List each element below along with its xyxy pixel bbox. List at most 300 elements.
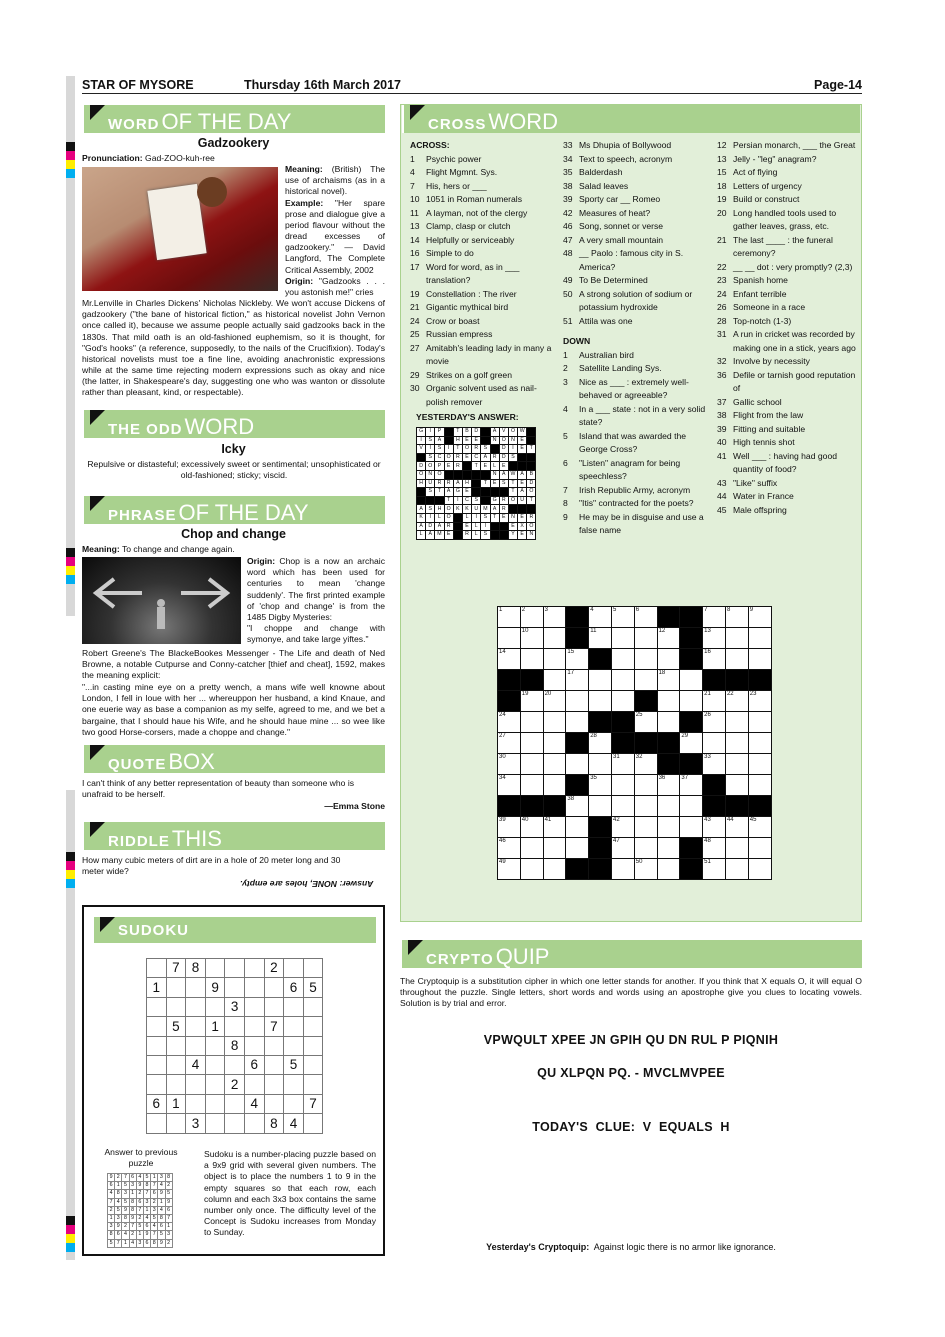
crossword-cell[interactable]	[748, 817, 771, 838]
crossword-cell	[498, 670, 521, 691]
crossword-cell[interactable]	[657, 796, 680, 817]
clue-number: 11	[590, 628, 597, 634]
across-clues-col1: ACROSS: 1 Psychic power 4 Flight Mgmnt. Sys. 7 His, hers or ___ 10 1051 in Roman numerals 11 A layman, not of the clergy 13 Clamp, clasp or clutch 14 Helpfully or serviceably 16 Simple to do 17 Word for word, as in ___ translation? 19 Constellation : The river 21 Gigantic mythical bird 24 Crow or boast 25 Russian empress 27 Amitabh's leading lady in many a movie 29 Strikes on a golf green 30 Organic solvent used as nail-polish remover	[410, 139, 555, 409]
crossword-cell[interactable]	[703, 712, 726, 733]
yesterday-cell: U	[426, 479, 435, 488]
crossword-cell[interactable]	[657, 775, 680, 796]
yesterday-cell: A	[453, 479, 462, 488]
yesterday-cell: H	[462, 479, 471, 488]
clue-number: 20	[544, 691, 552, 697]
crossword-cell[interactable]	[520, 859, 543, 880]
yesterday-cell	[472, 479, 481, 488]
yesterday-cell	[481, 496, 490, 505]
yesterday-cell: D	[417, 462, 426, 471]
sudoku-prev-cell: 8	[108, 1231, 115, 1239]
clue-number: 32	[635, 754, 643, 760]
crossword-cell	[589, 649, 612, 670]
yesterday-cell: K	[462, 505, 471, 514]
crossword-cell[interactable]	[634, 796, 657, 817]
clue-item: 46 Song, sonnet or verse	[563, 221, 664, 231]
yesterday-cell: S	[499, 479, 508, 488]
yesterday-cell	[435, 496, 444, 505]
sudoku-prev-cell: 1	[143, 1206, 150, 1214]
yesterday-cell: G	[490, 496, 499, 505]
sudoku-prev-cell: 5	[115, 1206, 122, 1214]
yesterday-cell: D	[426, 522, 435, 531]
down-clues-col3	[717, 139, 857, 517]
crossword-cell[interactable]	[748, 775, 771, 796]
crossword-cell[interactable]	[680, 775, 703, 796]
yesterday-cell: T	[481, 479, 490, 488]
clue-item: 16 Simple to do	[410, 248, 474, 258]
crossword-cell[interactable]	[725, 628, 748, 649]
crossword-cell[interactable]	[566, 796, 589, 817]
crossword-cell[interactable]	[634, 670, 657, 691]
yesterday-cell: T	[444, 496, 453, 505]
yesterday-cell: P	[435, 428, 444, 437]
crossword-cell[interactable]	[657, 691, 680, 712]
crossword-cell[interactable]	[498, 838, 521, 859]
crossword-cell[interactable]	[611, 838, 634, 859]
crossword-cell	[566, 775, 589, 796]
crossword-cell[interactable]	[589, 775, 612, 796]
yesterday-cell: W	[508, 470, 517, 479]
sudoku-cell	[166, 1055, 186, 1074]
yesterday-cell	[444, 470, 453, 479]
sudoku-prev-cell: 3	[136, 1239, 143, 1247]
crossword-cell[interactable]	[498, 733, 521, 754]
crossword-cell[interactable]	[520, 775, 543, 796]
yesterday-cell: I	[426, 513, 435, 522]
crossword-cell[interactable]	[634, 712, 657, 733]
clue-number: 37	[681, 775, 689, 781]
crossword-cell[interactable]	[543, 649, 566, 670]
crossword-cell[interactable]	[589, 796, 612, 817]
sudoku-prev-cell: 7	[122, 1174, 129, 1182]
clue-number: 40	[521, 817, 529, 823]
sudoku-cell	[264, 997, 284, 1016]
crossword-cell[interactable]	[498, 859, 521, 880]
yesterday-cell: O	[444, 453, 453, 462]
yesterday-cell	[490, 445, 499, 454]
crossword-cell[interactable]	[520, 691, 543, 712]
clue-number: 30	[499, 754, 506, 760]
crossword-cell[interactable]	[520, 733, 543, 754]
crossword-cell[interactable]	[520, 712, 543, 733]
crossword-cell[interactable]	[611, 691, 634, 712]
crossword-cell[interactable]	[498, 754, 521, 775]
crossword-cell[interactable]	[520, 607, 543, 628]
yesterday-cell: O	[426, 462, 435, 471]
crossword-cell[interactable]	[703, 817, 726, 838]
yesterday-cell: R	[472, 445, 481, 454]
yesterday-cell	[490, 522, 499, 531]
sudoku-prev-cell: 6	[151, 1190, 158, 1198]
sudoku-cell: 4	[284, 1114, 304, 1133]
crossword-cell[interactable]	[680, 817, 703, 838]
phrase-meaning: Meaning: To change and change again.	[82, 544, 235, 554]
yesterday-cell: L	[435, 513, 444, 522]
crossword-cell[interactable]	[543, 691, 566, 712]
odd-word-definition: Repulsive or distasteful; excessively sweet or sentimental; unsophisticated or old-fashioned; sticky; viscid.	[87, 459, 381, 481]
crossword-cell[interactable]	[680, 691, 703, 712]
crossword-cell[interactable]	[589, 607, 612, 628]
crossword-cell[interactable]	[520, 754, 543, 775]
crossword-cell[interactable]	[657, 649, 680, 670]
sudoku-cell	[284, 1036, 304, 1055]
crossword-cell[interactable]	[725, 733, 748, 754]
sudoku-cell	[244, 1036, 264, 1055]
sudoku-cell	[186, 1094, 206, 1113]
sudoku-cell: 6	[244, 1055, 264, 1074]
crossword-cell[interactable]	[520, 628, 543, 649]
cryptoquip-clue: TODAY'S CLUE: V EQUALS H	[532, 1120, 730, 1134]
yesterday-cell: E	[472, 436, 481, 445]
crossword-cell	[725, 670, 748, 691]
clue-number: 28	[590, 733, 597, 739]
sudoku-cell	[166, 1036, 186, 1055]
yesterday-cell: E	[490, 479, 499, 488]
crossword-cell[interactable]	[520, 817, 543, 838]
crossword-cell[interactable]	[634, 649, 657, 670]
sudoku-cell	[303, 1114, 323, 1133]
crossword-cell[interactable]	[611, 628, 634, 649]
crossword-cell[interactable]	[589, 628, 612, 649]
sudoku-cell: 5	[166, 1017, 186, 1036]
yesterday-cell: T	[453, 445, 462, 454]
yesterday-cell: G	[453, 488, 462, 497]
clue-item: 17 Word for word, as in ___ translation?	[410, 261, 520, 285]
crossword-cell[interactable]	[566, 712, 589, 733]
crossword-cell[interactable]	[611, 775, 634, 796]
crossword-cell[interactable]	[748, 691, 771, 712]
crossword-cell[interactable]	[543, 628, 566, 649]
sudoku-prev-cell: 1	[136, 1231, 143, 1239]
crossword-cell[interactable]	[520, 649, 543, 670]
clue-item: 50 A strong solution of sodium or potassium hydroxide	[563, 288, 693, 312]
yesterday-cell: O	[462, 445, 471, 454]
clue-number: 19	[521, 691, 529, 697]
clue-item: 12 Persian monarch, ___ the Great	[717, 140, 856, 150]
crossword-cell[interactable]	[703, 607, 726, 628]
sudoku-cell	[186, 997, 206, 1016]
clue-item: 34 Text to speech, acronym	[563, 153, 673, 164]
yesterday-cell: S	[481, 445, 490, 454]
clue-number: 41	[544, 817, 552, 823]
crossword-cell	[680, 712, 703, 733]
yesterday-cell: T	[527, 496, 536, 505]
yesterday-cell: C	[462, 496, 471, 505]
yesterday-cell: R	[435, 479, 444, 488]
yesterday-cell: L	[417, 531, 426, 540]
crossword-cell[interactable]	[566, 649, 589, 670]
sudoku-cell	[166, 997, 186, 1016]
crossword-cell[interactable]	[566, 838, 589, 859]
crossword-cell[interactable]	[725, 775, 748, 796]
crossword-cell[interactable]	[703, 628, 726, 649]
crossword-cell[interactable]	[566, 754, 589, 775]
crossword-cell[interactable]	[589, 754, 612, 775]
crossword-cell[interactable]	[703, 838, 726, 859]
sudoku-cell	[303, 1055, 323, 1074]
clue-number: 45	[749, 817, 757, 823]
clue-item: 13 Clamp, clasp or clutch	[410, 221, 511, 231]
yesterday-cell	[444, 428, 453, 437]
clue-number: 49	[499, 859, 506, 865]
yesterday-cell	[527, 436, 536, 445]
crossword-cell[interactable]	[498, 649, 521, 670]
yesterday-cell: R	[490, 453, 499, 462]
crossword-cell[interactable]	[657, 838, 680, 859]
crossword-cell[interactable]	[611, 607, 634, 628]
crossword-cell[interactable]	[543, 775, 566, 796]
crossword-cell[interactable]	[748, 628, 771, 649]
clue-item: 27 Amitabh's leading lady in many a movie	[410, 342, 552, 366]
yesterday-cryptoquip: Yesterday's Cryptoquip: Against logic there is no armor like ignorance.	[486, 1242, 776, 1252]
crossword-cell[interactable]	[657, 817, 680, 838]
crossword-cell[interactable]	[611, 754, 634, 775]
yesterday-cell: K	[453, 505, 462, 514]
sudoku-cell	[303, 997, 323, 1016]
crossword-cell	[725, 796, 748, 817]
crossword-cell[interactable]	[748, 733, 771, 754]
sudoku-cell: 1	[205, 1017, 225, 1036]
crossword-cell[interactable]	[703, 649, 726, 670]
sudoku-prev-cell: 7	[129, 1223, 136, 1231]
crossword-cell[interactable]	[657, 670, 680, 691]
yesterday-cell: I	[426, 445, 435, 454]
yesterday-cell	[426, 496, 435, 505]
crossword-cell[interactable]	[657, 859, 680, 880]
clue-number: 14	[499, 649, 506, 655]
crossword-cell[interactable]	[725, 691, 748, 712]
crossword-cell[interactable]	[498, 817, 521, 838]
crossword-cell[interactable]	[634, 628, 657, 649]
crossword-cell	[680, 859, 703, 880]
crossword-cell[interactable]	[498, 628, 521, 649]
crossword-cell	[520, 796, 543, 817]
yesterday-cell	[508, 462, 517, 471]
yesterday-cell: N	[527, 531, 536, 540]
sudoku-prev-cell: 5	[158, 1231, 165, 1239]
sudoku-prev-cell: 3	[108, 1223, 115, 1231]
clue-item: 24 Enfant terrible	[717, 288, 787, 299]
sudoku-cell	[205, 959, 225, 978]
yesterday-cell: L	[472, 531, 481, 540]
crossword-cell[interactable]	[543, 607, 566, 628]
crossword-cell[interactable]	[543, 754, 566, 775]
crossword-cell[interactable]	[725, 649, 748, 670]
sudoku-prev-cell: 1	[122, 1239, 129, 1247]
cryptoquip-line-2: QU XLPQN PQ. - MVCLMVPEE	[537, 1066, 725, 1080]
yesterday-cell: N	[490, 470, 499, 479]
crossword-cell[interactable]	[680, 670, 703, 691]
crossword-cell[interactable]	[725, 817, 748, 838]
crossword-cell[interactable]	[498, 712, 521, 733]
crossword-cell[interactable]	[725, 754, 748, 775]
sudoku-prev-cell: 7	[151, 1231, 158, 1239]
clue-item: 4 In a ___ state : not in a very solid state?	[563, 403, 706, 427]
sudoku-cell	[264, 1055, 284, 1074]
crossword-cell[interactable]	[543, 838, 566, 859]
yesterday-cell: E	[444, 531, 453, 540]
crossword-cell[interactable]	[748, 838, 771, 859]
riddle-question: How many cubic meters of dirt are in a hole of 20 meter long and 30 meter wide?	[82, 855, 341, 877]
clue-number: 31	[612, 754, 620, 760]
sudoku-prev-cell: 7	[151, 1182, 158, 1190]
clue-number: 43	[704, 817, 711, 823]
crossword-cell[interactable]	[725, 838, 748, 859]
sudoku-prev-cell: 9	[115, 1223, 122, 1231]
sudoku-prev-cell: 7	[136, 1206, 143, 1214]
yesterday-cell	[499, 488, 508, 497]
yesterday-cell	[527, 462, 536, 471]
crossword-cell[interactable]	[543, 733, 566, 754]
crossword-cell[interactable]	[634, 754, 657, 775]
sudoku-prev-cell: 4	[129, 1239, 136, 1247]
crossword-cell[interactable]	[634, 859, 657, 880]
crossword-cell[interactable]	[611, 670, 634, 691]
yesterday-cell: E	[444, 462, 453, 471]
sudoku-description: Sudoku is a number-placing puzzle based on a 9x9 grid with several given numbers. The object is to place the numbers 1 to 9 in the empty squares so that each row, each column and each 3x3 box contains the same number only once. The difficulty level of the Concept is Sudoku increases from Monday to Sunday.	[204, 1149, 376, 1238]
odd-word-banner: THE ODDWORD	[82, 410, 385, 438]
crossword-cell[interactable]	[611, 817, 634, 838]
sudoku-cell	[303, 1075, 323, 1094]
yesterday-cell	[417, 453, 426, 462]
crossword-cell[interactable]	[703, 859, 726, 880]
crossword-cell[interactable]	[543, 817, 566, 838]
yesterday-cell: A	[518, 488, 527, 497]
crossword-cell[interactable]	[611, 796, 634, 817]
yesterday-cell: S	[426, 488, 435, 497]
clue-number: 34	[499, 775, 506, 781]
crossword-cell[interactable]	[657, 628, 680, 649]
crossword-cell[interactable]	[611, 649, 634, 670]
crossword-cell[interactable]	[634, 838, 657, 859]
yesterday-cell: A	[490, 428, 499, 437]
clue-item: 19 Build or construct	[717, 194, 800, 204]
crossword-cell[interactable]	[725, 607, 748, 628]
yesterday-cell: I	[453, 496, 462, 505]
sudoku-cell: 8	[225, 1036, 245, 1055]
crossword-cell	[611, 733, 634, 754]
crossword-cell[interactable]	[680, 796, 703, 817]
sudoku-cell	[284, 959, 304, 978]
sudoku-prev-cell: 6	[158, 1223, 165, 1231]
yesterday-cell: T	[435, 488, 444, 497]
crossword-cell[interactable]	[498, 775, 521, 796]
yesterday-cell: A	[499, 470, 508, 479]
crossword-cell[interactable]	[634, 607, 657, 628]
sudoku-cell	[264, 1075, 284, 1094]
crossword-cell[interactable]	[657, 712, 680, 733]
clue-item: 49 To Be Determined	[563, 275, 648, 285]
sudoku-prev-cell: 9	[143, 1231, 150, 1239]
crossword-cell[interactable]	[634, 775, 657, 796]
yesterday-cell: A	[435, 522, 444, 531]
crossword-cell	[543, 796, 566, 817]
sudoku-prev-cell: 1	[165, 1223, 172, 1231]
crossword-cell[interactable]	[543, 712, 566, 733]
sudoku-prev-cell: 5	[165, 1190, 172, 1198]
sudoku-prev-cell: 6	[143, 1239, 150, 1247]
sudoku-cell	[147, 1055, 167, 1074]
clue-number: 4	[590, 607, 594, 613]
sudoku-prev-cell: 4	[108, 1190, 115, 1198]
crossword-cell[interactable]	[566, 670, 589, 691]
crossword-cell[interactable]	[589, 691, 612, 712]
sudoku-cell: 8	[186, 959, 206, 978]
crossword-cell[interactable]	[703, 754, 726, 775]
yesterday-cell: I	[444, 445, 453, 454]
sudoku-cell: 5	[284, 1055, 304, 1074]
crossword-cell[interactable]	[543, 670, 566, 691]
crossword-cell[interactable]	[748, 649, 771, 670]
crossword-cell[interactable]	[566, 817, 589, 838]
masthead	[82, 76, 862, 94]
crossword-cell[interactable]	[566, 691, 589, 712]
clue-number: 35	[590, 775, 597, 781]
clue-number: 7	[704, 607, 708, 613]
yesterday-cell: U	[472, 505, 481, 514]
phrase-origin-block: Origin: Chop is a now an archaic word which has been used for centuries to mean 'change suddenly'. The first printed example of 'chop and change' is from the 1485 Digby Mysteries: "I choppe and change with symonye, and take large yiftes."	[247, 556, 386, 645]
yesterday-cell: S	[426, 453, 435, 462]
crossword-cell[interactable]	[748, 712, 771, 733]
crossword-cell[interactable]	[703, 691, 726, 712]
crossword-cell[interactable]	[589, 733, 612, 754]
crossword-cell[interactable]	[680, 733, 703, 754]
crossword-cell[interactable]	[725, 859, 748, 880]
sudoku-prev-cell: 2	[165, 1239, 172, 1247]
yesterday-cell	[508, 505, 517, 514]
crossword-cell[interactable]	[748, 859, 771, 880]
yesterday-cell	[499, 531, 508, 540]
crossword-cell[interactable]	[589, 670, 612, 691]
crossword-cell[interactable]	[498, 607, 521, 628]
crossword-cell[interactable]	[634, 817, 657, 838]
yesterday-cell	[481, 436, 490, 445]
pronunciation: Pronunciation: Gad-ZOO-kuh-ree	[82, 153, 215, 163]
crossword-cell	[680, 607, 703, 628]
yesterday-cell	[499, 522, 508, 531]
crossword-cell	[566, 733, 589, 754]
crossword-cell[interactable]	[748, 754, 771, 775]
clue-item: 42 Measures of heat?	[563, 207, 651, 218]
yesterday-cell: R	[499, 496, 508, 505]
sudoku-prev-cell: 6	[115, 1231, 122, 1239]
clue-item: 8 "Itis" contracted for the poets?	[563, 498, 694, 508]
sudoku-cell: 3	[186, 1114, 206, 1133]
clue-number: 38	[567, 796, 575, 802]
clue-number: 36	[658, 775, 666, 781]
crossword-cell[interactable]	[543, 859, 566, 880]
quote-author: —Emma Stone	[324, 801, 385, 811]
crossword-cell[interactable]	[725, 712, 748, 733]
sudoku-cell	[147, 1075, 167, 1094]
crossword-cell[interactable]	[520, 838, 543, 859]
yesterday-cell: E	[518, 445, 527, 454]
sudoku-prev-cell: 9	[165, 1198, 172, 1206]
crossword-cell[interactable]	[611, 859, 634, 880]
yesterday-cell: W	[518, 428, 527, 437]
sudoku-cell	[244, 1075, 264, 1094]
crossword-cell[interactable]	[748, 607, 771, 628]
sudoku-cell	[186, 978, 206, 997]
crossword-cell[interactable]	[703, 733, 726, 754]
sudoku-prev-cell: 7	[108, 1198, 115, 1206]
sudoku-cell	[225, 1094, 245, 1113]
crossword-cell	[634, 691, 657, 712]
